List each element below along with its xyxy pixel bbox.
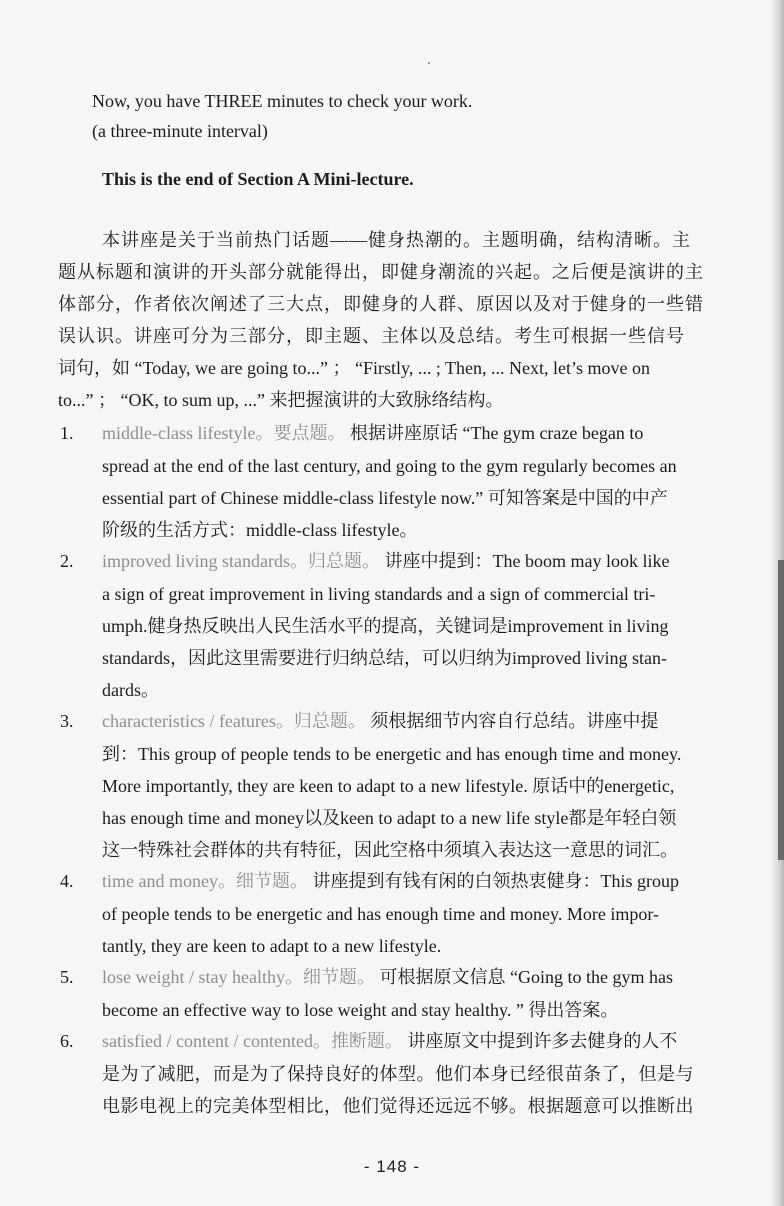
- answer-6-line-2: 电影电视上的完美体型相比，他们觉得还远远不够。根据题意可以推断出: [102, 1096, 694, 1116]
- answer-1-line-2: essential part of Chinese middle-class lifestyle now.” 可知答案是中国的中产: [102, 488, 668, 508]
- section-end-note: This is the end of Section A Mini-lecture.: [102, 169, 414, 189]
- answer-1-head: [102, 422, 643, 444]
- answer-2-key: improved living standards。: [102, 551, 308, 571]
- answer-6-head: [102, 1030, 677, 1052]
- answer-3-key: characteristics / features。: [102, 711, 294, 731]
- summary-line-6: to...” ； “OK, to sum up, ...” 来把握演讲的大致脉络结构。: [58, 390, 504, 410]
- answer-4-line-1: of people tends to be energetic and has enough time and money. More impor-: [102, 904, 659, 924]
- answer-3-line-3: has enough time and money以及keen to adapt to a new life style都是年轻白领: [102, 808, 677, 828]
- answer-2-line-2: umph.健身热反映出人民生活水平的提高，关键词是improvement in living: [102, 616, 669, 636]
- summary-line-1: 本讲座是关于当前热门话题——健身热潮的。主题明确，结构清晰。主: [102, 230, 691, 250]
- answer-5-head: [102, 966, 673, 988]
- answer-5-number: 5.: [60, 967, 74, 987]
- answer-4-number: 4.: [60, 871, 74, 891]
- speck: [428, 62, 430, 64]
- answer-1-line-1: spread at the end of the last century, and going to the gym regularly becomes an: [102, 456, 677, 476]
- summary-line-2: 题从标题和演讲的开头部分就能得出，即健身潮流的兴起。之后便是演讲的主: [58, 262, 704, 282]
- answer-5-type: 细节题。: [302, 967, 375, 987]
- answer-2-head: [102, 550, 669, 572]
- answer-4-type: 细节题。: [235, 871, 308, 891]
- answer-6-type: 推断题。: [330, 1031, 403, 1051]
- binding-edge: [778, 560, 784, 860]
- answer-3-line-2: More importantly, they are keen to adapt to a new lifestyle. 原话中的energetic,: [102, 776, 675, 796]
- answer-5-line-1: become an effective way to lose weight and stay healthy. ” 得出答案。: [102, 1000, 619, 1020]
- answer-4-key: time and money。: [102, 871, 236, 891]
- answer-4-line-0: 讲座提到有钱有闲的白领热衷健身：This group: [312, 871, 679, 891]
- answer-2-number: 2.: [60, 551, 74, 571]
- summary-line-3: 体部分，作者依次阐述了三大点，即健身的人群、原因以及对于健身的一些错: [58, 294, 704, 314]
- answer-4-head: [102, 870, 679, 892]
- page-number: - 148 -: [363, 1157, 421, 1176]
- answer-3-line-4: 这一特殊社会群体的共有特征，因此空格中须填入表达这一意思的词汇。: [102, 840, 678, 860]
- answer-6-line-0: 讲座原文中提到许多去健身的人不: [407, 1031, 678, 1051]
- answer-2-line-1: a sign of great improvement in living standards and a sign of commercial tri-: [102, 584, 656, 604]
- answer-1-line-0: 根据讲座原话 “The gym craze began to: [349, 423, 644, 443]
- intro-line-1: Now, you have THREE minutes to check your work.: [92, 91, 473, 111]
- answer-1-line-3: 阶级的生活方式：middle-class lifestyle。: [102, 520, 418, 540]
- answer-3-head: [102, 710, 658, 732]
- answer-1-number: 1.: [60, 423, 74, 443]
- answer-1-key: middle-class lifestyle。: [102, 423, 274, 443]
- summary-line-4: 误认识。讲座可分为三部分，即主题、主体以及总结。考生可根据一些信号: [58, 326, 685, 346]
- answer-2-line-4: dards。: [102, 680, 159, 700]
- answer-3-type: 归总题。: [293, 711, 366, 731]
- answer-6-number: 6.: [60, 1031, 74, 1051]
- answer-1-type: 要点题。: [273, 423, 346, 443]
- answer-2-type: 归总题。: [307, 551, 380, 571]
- answer-3-number: 3.: [60, 711, 74, 731]
- answer-5-line-0: 可根据原文信息 “Going to the gym has: [379, 967, 673, 987]
- answer-2-line-0: 讲座中提到：The boom may look like: [384, 551, 670, 571]
- answer-6-key: satisfied / content / contented。: [102, 1031, 331, 1051]
- answer-2-line-3: standards，因此这里需要进行归纳总结，可以归纳为improved living stan-: [102, 648, 667, 668]
- answer-5-key: lose weight / stay healthy。: [102, 967, 303, 987]
- intro-line-2: (a three-minute interval): [92, 121, 268, 141]
- answer-3-line-1: 到：This group of people tends to be energetic and has enough time and money.: [102, 744, 682, 764]
- answer-3-line-0: 须根据细节内容自行总结。讲座中提: [370, 711, 659, 731]
- summary-line-5: 词句，如 “Today, we are going to...” ； “Firstly, ... ; Then, ... Next, let’s move on: [58, 358, 650, 378]
- answer-4-line-2: tantly, they are keen to adapt to a new lifestyle.: [102, 936, 442, 956]
- answer-6-line-1: 是为了减肥，而是为了保持良好的体型。他们本身已经很苗条了，但是与: [102, 1064, 694, 1084]
